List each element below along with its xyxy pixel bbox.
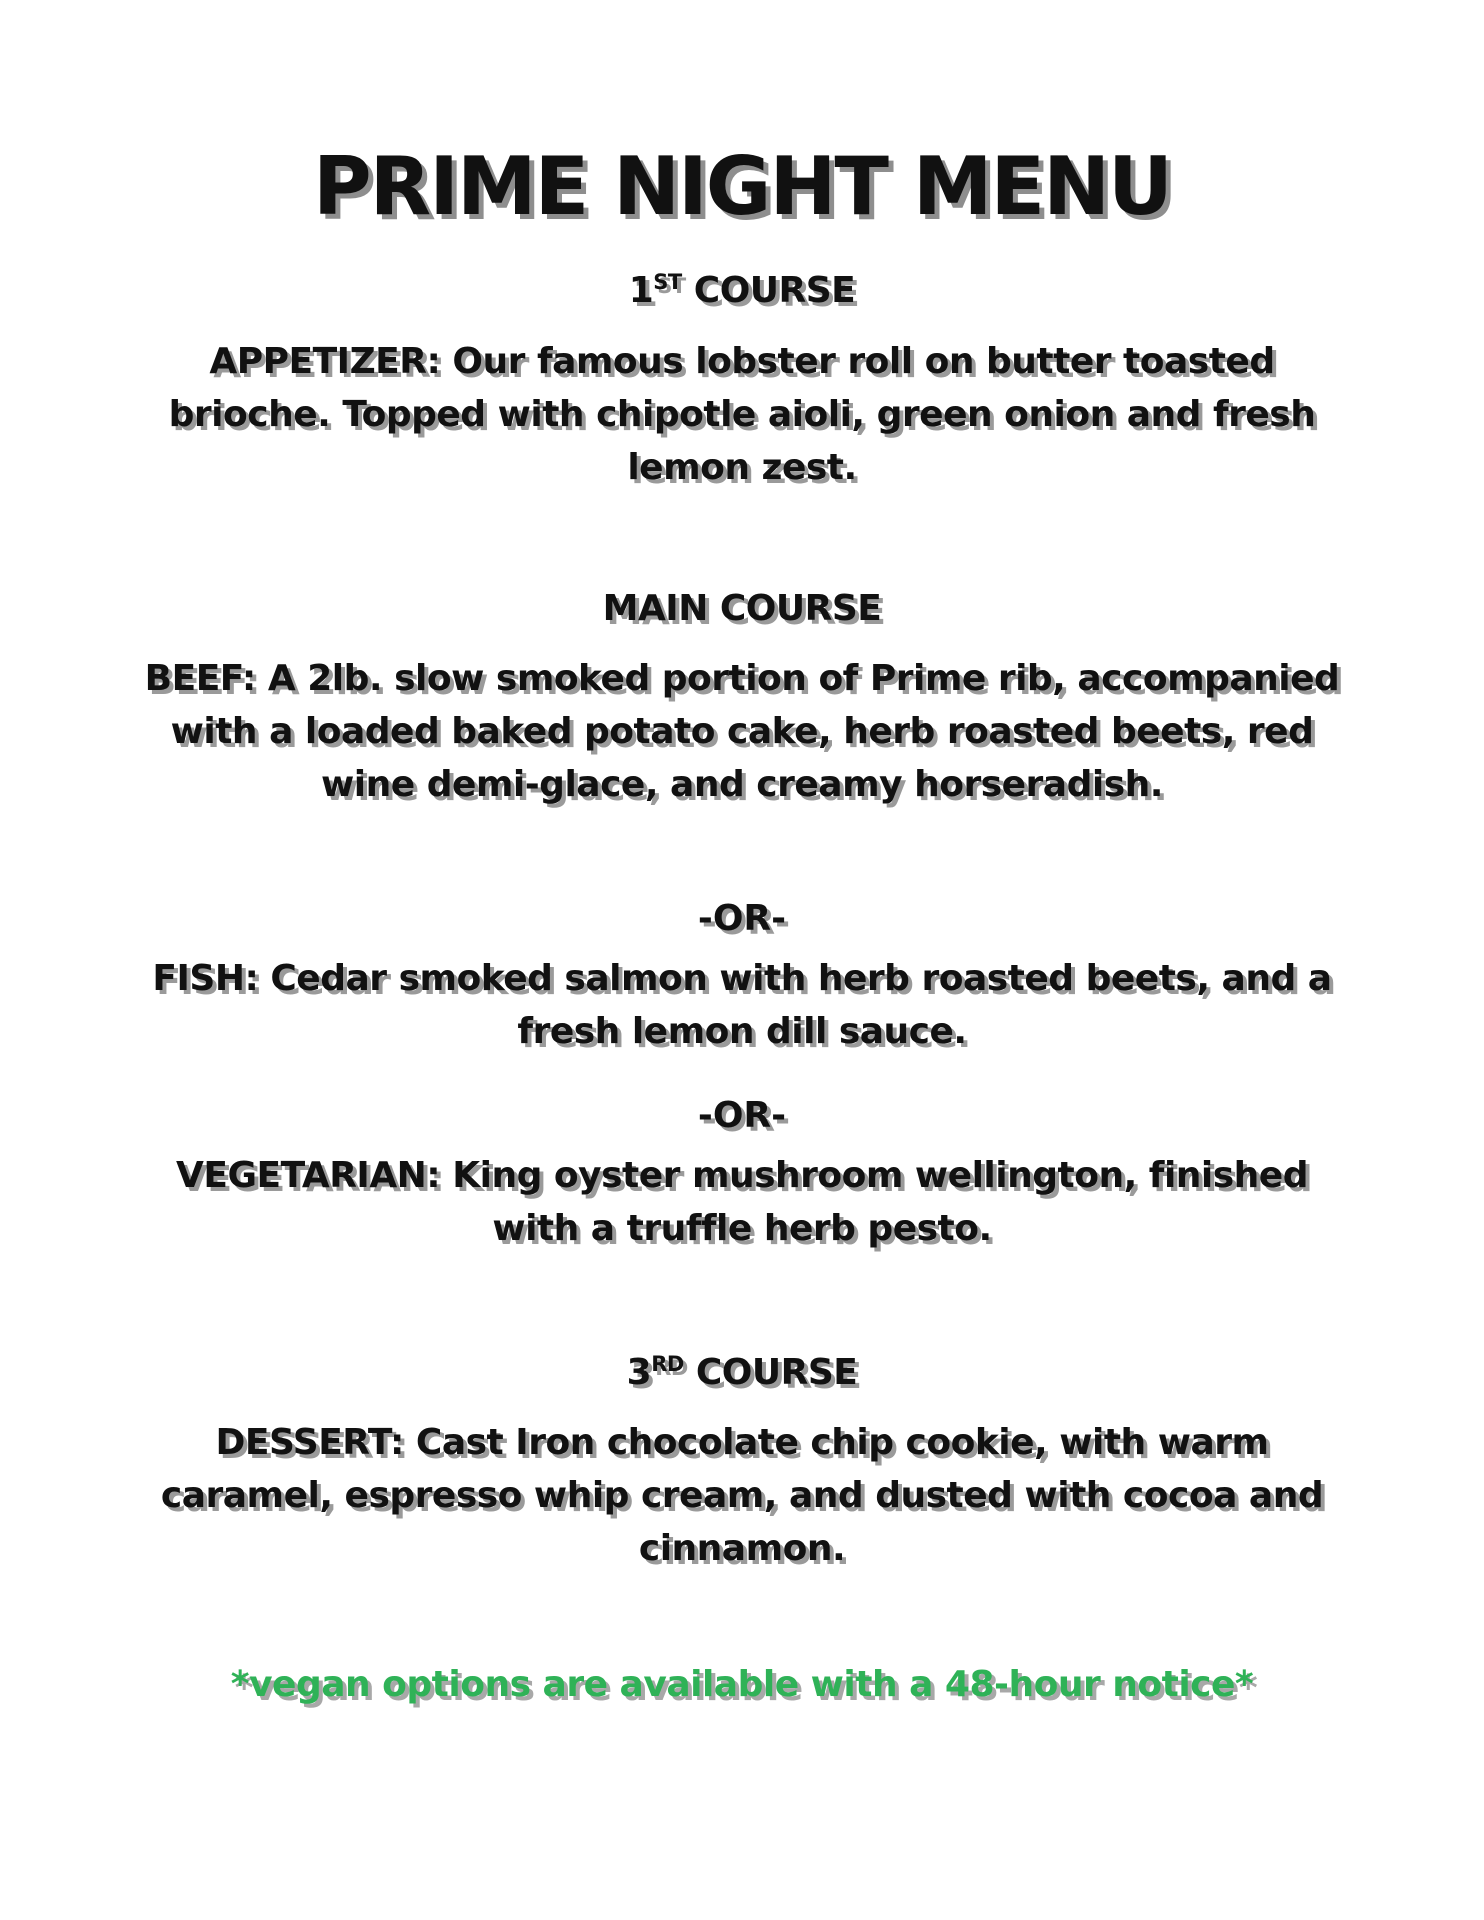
first-course-label: COURSE xyxy=(681,270,856,311)
third-course-heading xyxy=(0,1352,1484,1393)
dessert-description: DESSERT: Cast Iron chocolate chip cookie, with warm caramel, espresso whip cream, and dusted with cocoa and cinnamon. xyxy=(160,1422,1324,1569)
menu-title: PRIME NIGHT MENU xyxy=(312,140,1172,233)
or-divider-2: -OR- xyxy=(697,1095,787,1136)
third-course-ordinal: RD xyxy=(651,1352,684,1376)
fish-description: FISH: Cedar smoked salmon with herb roasted beets, and a fresh lemon dill sauce. xyxy=(152,958,1332,1052)
third-course-label: COURSE xyxy=(683,1352,858,1393)
beef-description: BEEF: A 2lb. slow smoked portion of Prime rib, accompanied with a loaded baked potato cake, herb roasted beets, red wine demi-glace, and creamy horseradish. xyxy=(144,658,1340,805)
vegetarian-description: VEGETARIAN: King oyster mushroom wellington, finished with a truffle herb pesto. xyxy=(175,1155,1308,1249)
main-course-heading: MAIN COURSE xyxy=(602,588,882,629)
appetizer-description: APPETIZER: Our famous lobster roll on butter toasted brioche. Topped with chipotle aioli, green onion and fresh lemon zest. xyxy=(168,341,1316,488)
first-course-number: 1 xyxy=(628,270,654,311)
or-divider-1: -OR- xyxy=(697,898,787,939)
third-course-number: 3 xyxy=(626,1352,652,1393)
first-course-ordinal: ST xyxy=(653,270,682,294)
first-course-heading xyxy=(0,270,1484,311)
vegan-note: *vegan options are available with a 48-hour notice* xyxy=(230,1664,1254,1705)
